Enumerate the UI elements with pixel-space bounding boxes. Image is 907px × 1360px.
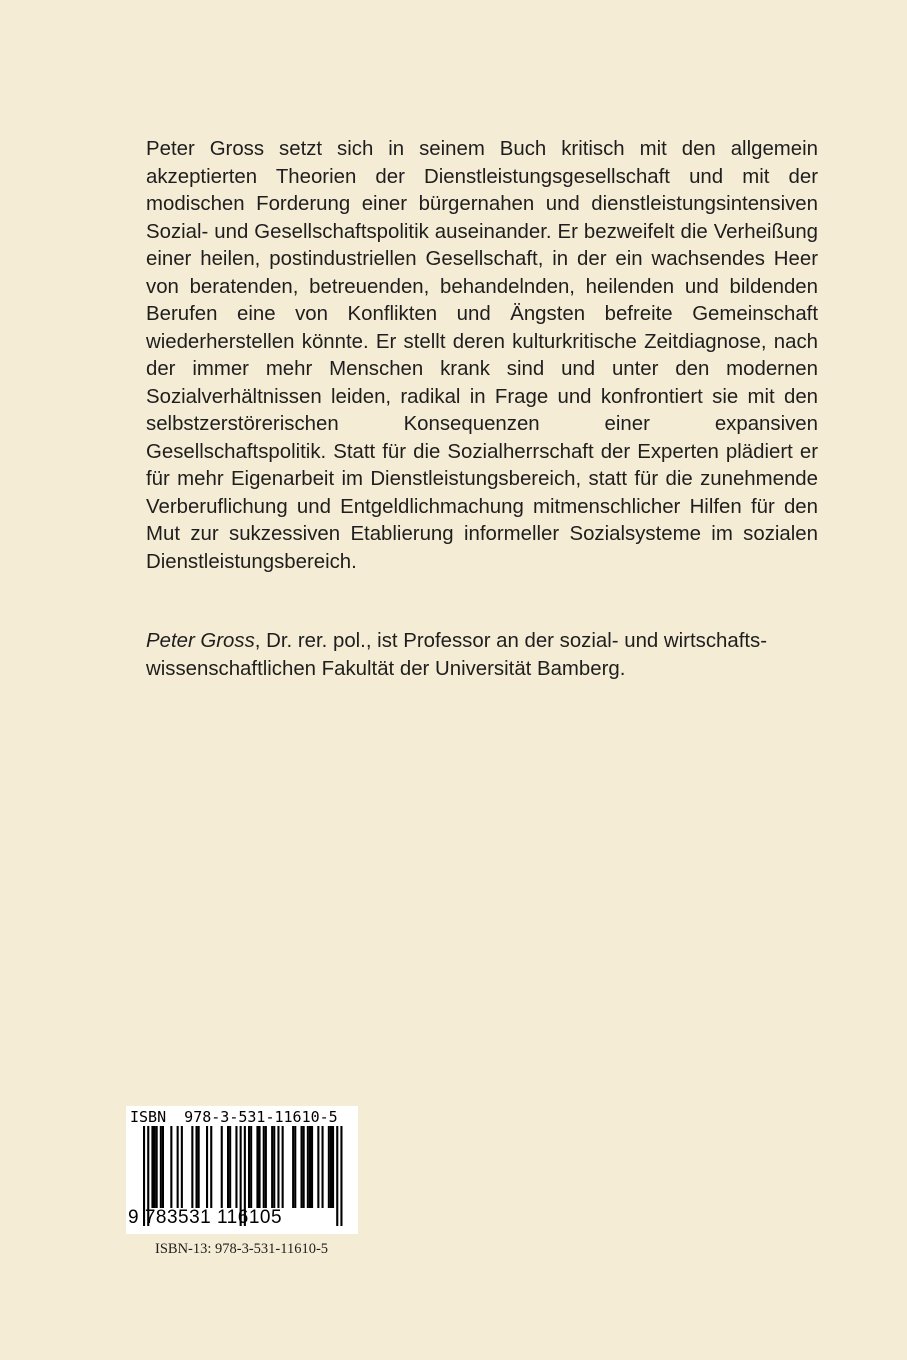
barcode-bar bbox=[170, 1126, 172, 1208]
barcode-bar bbox=[191, 1126, 193, 1208]
barcode-bar bbox=[273, 1126, 275, 1208]
barcode-bar bbox=[156, 1126, 158, 1208]
barcode-bar bbox=[206, 1126, 208, 1208]
barcode-bar bbox=[282, 1126, 284, 1208]
barcode-bar bbox=[229, 1126, 231, 1208]
barcode-bar bbox=[307, 1126, 309, 1208]
barcode-bar bbox=[311, 1126, 313, 1208]
barcode-bar bbox=[309, 1126, 311, 1208]
back-cover-blurb: Peter Gross setzt sich in seinem Buch kritisch mit den allgemein akzeptierten Theorien der Dienstleistungsgesellschaft und mit der modischen Forderung einer bürgernahen und dienstleistungsintensiven Sozial- und Gesellschaftspolitik auseinander. Er bezweifelt die Verheißung einer heilen, postindustriellen Gesellschaft, in der ein wachsendes Heer von beratenden, betreuenden, behandelnden, heilenden und bildenden Berufen eine von Konflikten und Ängsten befreite Gemeinschaft wiederherstellen könnte. Er stellt deren kulturkritische Zeitdiagnose, nach der immer mehr Menschen krank sind und unter den modernen Sozialverhältnissen leiden, radikal in Frage und konfrontiert sie mit den selbstzerstörerischen Konsequenzen einer expansiven Gesellschaftspolitik. Statt für die Sozialherrschaft der Experten plädiert er für mehr Eigenarbeit im Dienstleistungsbereich, statt für die zunehmende Verberuflichung und Entgeldlichmachung mitmenschlicher Hilfen für den Mut zur sukzessiven Etablierung informeller Sozialsysteme im sozialen Dienstleistungsbereich. bbox=[146, 138, 818, 573]
barcode-bar bbox=[250, 1126, 252, 1208]
barcode-bar bbox=[151, 1126, 153, 1208]
barcode-bar bbox=[330, 1126, 332, 1208]
barcode-bar bbox=[248, 1126, 250, 1208]
barcode-bar bbox=[259, 1126, 261, 1208]
barcode-bar bbox=[277, 1126, 279, 1208]
barcode-isbn-label: ISBN 978-3-531-11610-5 bbox=[130, 1108, 338, 1126]
barcode-bar bbox=[294, 1126, 296, 1208]
author-bio-text: , Dr. rer. pol., ist Professor an der sozial- und wirtschaftswissenschaftlichen Fakultät der Universität Bamberg. bbox=[146, 630, 768, 680]
author-name: Peter Gross bbox=[146, 630, 255, 652]
barcode-bar bbox=[227, 1126, 229, 1208]
barcode-bar bbox=[263, 1126, 265, 1208]
barcode-bar bbox=[154, 1126, 156, 1208]
barcode-ean-digits: 9 783531 116105 bbox=[128, 1207, 283, 1228]
barcode-bar bbox=[292, 1126, 294, 1208]
barcode-bar bbox=[196, 1126, 198, 1208]
barcode-guard-bar bbox=[340, 1126, 342, 1226]
barcode-bar bbox=[271, 1126, 273, 1208]
isbn-13-line: ISBN-13: 978-3-531-11610-5 bbox=[155, 1241, 329, 1257]
barcode-bar bbox=[301, 1126, 303, 1208]
barcode-guard-bar bbox=[336, 1126, 338, 1226]
barcode-bar bbox=[235, 1126, 237, 1208]
barcode-bar bbox=[210, 1126, 212, 1208]
barcode bbox=[126, 1106, 358, 1234]
barcode-bar bbox=[177, 1126, 179, 1208]
barcode-bar bbox=[317, 1126, 319, 1208]
barcode-bar bbox=[256, 1126, 258, 1208]
barcode-bar bbox=[265, 1126, 267, 1208]
barcode-bar bbox=[221, 1126, 223, 1208]
barcode-bar bbox=[198, 1126, 200, 1208]
barcode-bar bbox=[160, 1126, 162, 1208]
author-bio bbox=[146, 628, 818, 683]
barcode-bar bbox=[181, 1126, 183, 1208]
barcode-bar bbox=[162, 1126, 164, 1208]
barcode-bar bbox=[328, 1126, 330, 1208]
barcode-bar bbox=[332, 1126, 334, 1208]
barcode-bar bbox=[322, 1126, 324, 1208]
barcode-bar bbox=[303, 1126, 305, 1208]
